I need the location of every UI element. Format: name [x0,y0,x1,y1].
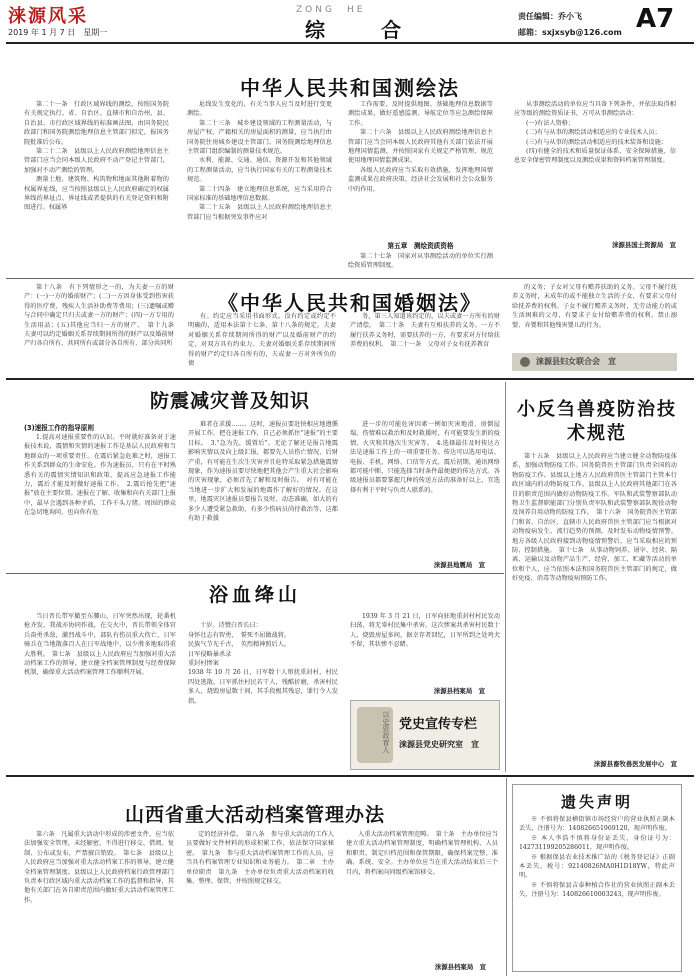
marriage-law-col-2 [188,312,336,374]
paragraph: 址线发生变化的，有关当事人应当及时进行变更测绘。 [187,101,332,118]
paragraph: 各级人民政府应当采取有效措施，发挥地理国情监测成果在政府决策、经济社会发展和社会公众服务中的作用。 [348,166,493,193]
article-title-earthquake: 防震减灾普及知识 [150,390,311,412]
paragraph: 第二十三条 城乡建设领域的工程测量活动，与房屋产权、产籍相关的房屋面积的测量，应当执行由国务院住房城乡建设主管部门、国务院测绘地理信息主管部门组织编制的测量技术规范。 [187,119,332,156]
survey-law-col-3 [348,100,493,240]
section-divider [6,378,694,380]
paragraph: 的义务；子女对父母有赡养扶助的义务。父母不履行抚养义务时，未成年的或不能独立生活的子女，有要求父母付给抚养费的权利。子女不履行赡养义务时，无劳动能力的或生活困难的父母，有要求子女付给赡养费的权利。禁止溺婴、弃婴和其他残害婴儿的行为。 [512,284,677,329]
survey-law-col-1 [24,100,169,270]
paragraph: 第十五条 县级以上人民政府应当建立健全动物防疫体系，加强动物防疫工作。国务院兽医主管部门负责全国的动物防疫工作。县级以上地方人民政府兽医主管部门主管本行政区域内的动物防疫工作。县级以上人民政府其他部门在各自的职责范围内做好动物防疫工作。军队和武装警察部队动物卫生监督职能部门分别负责军队和武装警察部队现役动物及饲养自用动物的防疫工作。 第十六条 国务院兽医主管部门和省、自治区、直辖市人民政府兽医主管部门应当根据对动物疫病发生、流行趋势的预测，及时发布动物疫情预警。地方各级人民政府接到动物疫情预警后，应当采取相应的预防、控制措施。 第十七条 从事动物饲养、屠宰、经营、隔离、运输以及动物产品生产、经营、加工、贮藏等活动的单位和个人，应当依照本法和国务院兽医主管部门的规定，做好免疫、消毒等动物疫病预防工作。 [512,453,677,583]
newspaper-brand: 涞源风采 [8,6,88,27]
promo-title: 党史宣传专栏 [399,717,478,732]
paragraph: 第二十四条 建立地理信息系统，应当采用符合国家标准的基础地理信息数据。 [187,185,332,203]
marriage-law-col-1 [24,283,181,375]
paragraph: 第二十六条 县级以上人民政府测绘地理信息主管部门应当会同本级人民政府其他有关部门依法开展地理国情监测，并按照国家有关规定严格管理、规范使用地理国情监测成果。 [348,129,493,165]
history-col-1 [24,612,176,772]
womens-federation-banner [512,353,677,371]
marriage-law-col-4 [512,283,677,349]
article-title-history: 浴血绛山 [208,584,301,606]
federation-credit: 涞源县妇女联合会 宣 [536,357,616,366]
history-col-3 [350,612,500,684]
earthquake-col-2 [188,420,338,570]
section-divider [6,278,694,279]
paragraph: 第二十七条 国家对从事测绘活动的单位实行测绘资质管理制度。 [348,253,493,270]
editor-credit: 责任编辑：乔小飞 [518,12,582,21]
article-title-marriage-law: 《中华人民共和国婚姻法》 [218,291,482,315]
paragraph: (一)有法人资格； [526,119,575,127]
earthquake-subtitle: (3)速报工作的指导原则 [24,424,94,432]
disease-col [512,452,677,757]
paragraph: 从事测绘活动的单位应当具备下列条件，并依法取得相应等级的测绘资质证书，方可从事测绘活动： [514,101,676,118]
article-title-archives: 山西省重大活动档案管理办法 [124,804,385,826]
chapter-heading: 第五章 测绘资质资格 [387,242,454,250]
history-col-2 [188,612,338,772]
archives-signature: 涞源县档案局 宣 [434,963,486,971]
survey-law-col-4 [514,100,676,240]
federation-emblem-icon [520,357,530,367]
paragraph: 务，第三人知道该约定的，以夫或妻一方所有的财产清偿。 第二十条 夫妻有互相扶养的义务。一方不履行扶养义务时，需要扶养的一方，有要求对方付给扶养费的权利。 第二十一条 父母对子女有抚养教育 [350,313,500,349]
survey-law-col-2 [187,100,332,270]
paragraph: 工作需要，及时提供地图、基础地理信息数据等测绘成果，做好遥感监测、导航定位等应急测绘保障工作。 [348,101,493,127]
earthquake-col-3 [350,420,500,556]
history-signature: 涞源县档案局 宣 [433,687,485,695]
paragraph: 定的经济补偿。 第八条 参与重大活动的工作人员要做好文件材料的形成积累工作，依法保守国家秘密。 第九条 参与重大活动档案管理工作的人员，应当具有档案管理专业知识和业务能力。 第二章 主办单位职责 第九条 主办单位负责重大活动档案的收集、整理、保管，并按照规定移交。 [186,831,334,886]
section-divider [6,775,694,777]
paragraph: 有。约定应当采用书面形式。没有约定或约定不明确的，适用本法第十七条、第十八条的规定。夫妻对婚姻关系存续期间所得的财产以及婚前财产的约定，对双方具有约束力。夫妻对婚姻关系存续期间所得的财产约定归各自所有的，夫或妻一方对外所负的债 [188,313,336,368]
paragraph: 难者在求援……。这时，速报员要赶快相应地遵循开展工作，把在速报工作，自己必须抓住“速报”的主要目标。 3.“急为先，缓置后”。无论了解还是报告地震影响灾情以及向上级汇报，都要先人员伤亡情况、后财产重，有可能在生次生灾害并且危特采取紧急措施震情现象，作为速报员要尽快地把其他会产生重大社会影响的灾害现象，必须首先了解和及时报告。 对有可能在当地进一步扩大和发展的地震作了解好的情况。在这里，地震灾区速报员要报告及时、动态准确，如大的有多少人遭受紧急救助，有多少伤病员尚待救治等，这都有助于救援 [188,421,338,523]
archives-col-2 [186,830,334,972]
marriage-law-col-3 [350,312,500,374]
lost-notice-box [512,784,682,972]
promo-motto: 以史资政育人 [357,707,393,763]
paragraph: 水利、能源、交通、通信、资源开发和其他领域的工程测量活动，应当执行国家有关的工程测量技术规范。 [187,157,332,184]
column-divider [506,778,507,976]
paragraph: 第六条 凡属重大活动中形成的涉密文件，应当依法加强安全管理，未经解密，不得进行移交、借阅、复制、公布或发布，严禁擅自销毁。 第七条 县级以上人民政府应当加强对重大活动档案工作的领导，建立健全档案管理制度。县级以上人民政府档案行政管理部门负责本行政区域内重大活动档案工作的监督和指导，其他有关部门在各自职责范围内做好重大活动档案管理工作。 [24,831,174,904]
paragraph: 入重大活动档案管理范畴。 第十条 主办单位应当建立重大活动档案管理制度，明确档案管理机构、人员和职责，制定归档范围和保管期限，确保档案完整、准确、系统、安全。主办单位应当在重大活动结束后三个月内，将档案向同级档案馆移交。 [346,831,498,876]
paragraph: (三)有与从事的测绘活动相适应的技术装备和设施； [526,138,667,146]
paragraph: 1.提高对速报重要性的认识。平时就好准备对于速报技术说，震情和灾情的速报工作是基层人民政府和当地群众的一项重要责任。在震后紧急危难之时，速报工作关系到群众的生命安危。作为速报员，只有在平时熟悉有关的震情灾情知识和政策、提高应急速报工作能力，震后才能及时做好速报工作。 2.震后抢先把“速报”放在主要位置。速报在了解、收集和向有关部门上报中，最早会遇到各种矛盾，工作千头万绪。周围的群众在急切地询问，也向你有危 [24,434,176,517]
notice-item: ※ 不慎将保县吉泰种植合作社的营业执照正副本丢失，注册号为：140826610003243，现声明作废。 [519,881,675,899]
disease-signature: 涞源县畜牧兽医发展中心 宣 [593,760,677,768]
section-pinyin: ZONG HE [296,5,366,15]
archives-col-1 [24,830,174,972]
notice-list [519,815,675,967]
paragraph: (四)有健全的技术和质量保证体系、安全保障措施、信息安全保密管理制度以及测绘成果和资料档案管理制度。 [514,148,676,165]
section-divider [6,573,504,574]
paragraph: 第十八条 有下列情形之一的，为夫妻一方的财产：(一)一方的婚前财产；(二)一方因身体受到伤害获得的医疗费、残疾人生活补助费等费用；(三)遗嘱或赠与合同中确定只归夫或妻一方的财产；(四)一方专用的生活用品；(五)其他应当归一方的财产。 第十九条 夫妻可以约定婚姻关系存续期间所得的财产以及婚前财产归各自所有、共同所有或部分各自所有、部分共同所 [24,284,181,348]
paragraph: 第二十五条 县级以上人民政府测绘地理信息主管部门应当根据突发事件应对 [187,204,332,221]
header-rule [6,42,694,44]
earthquake-col-1 [24,433,176,569]
promo-credit: 涞源县党史研究室 宣 [399,740,479,749]
page-number: A7 [636,4,675,34]
survey-law-col-3b [348,252,493,272]
column-divider [505,382,506,772]
paragraph: 当日晋长带军撤至东腰山，日军突然出现，轮番机枪齐发，我战亦协同作战，在交火中，晋长带领全体官兵奋勇杀敌，激烈战斗中，部队有伤员重大伤亡，日军骑兵在当地散落百人在日军战地中，以少胜多地取得重大胜利。 第七条 县级以上人民政府应当加强对重大活动档案工作的领导，建立健全档案管理制度与经费保障机制，确保重大活动档案管理工作顺利开展。 [24,613,176,677]
editor-email: 邮箱：sxjxsyb@126.com [518,28,622,37]
notice-title: 遗失声明 [560,793,633,811]
earthquake-signature: 涞源县地震局 宣 [433,561,485,569]
archives-col-3 [346,830,498,960]
issue-date: 2019 年 1 月 7 日 星期一 [8,28,108,37]
survey-law-signature: 涞源县国土资源局 宣 [612,241,676,249]
notice-item: ※ 本人李浩不慎将身份证丢失，身份证号为：142731199205286011，现声明作废。 [519,834,675,852]
paragraph: 第二十二条 县级以上人民政府测绘地理信息主管部门应当会同本级人民政府不动产登记主管部门，加强对不动产测绘的管理。 [24,148,169,174]
paragraph: 1939 年 3 月 21 日，日军向驻地重封村村民发动扫荡，将无辜村民集中杀害。这次惨案共杀害村民数十人，烧毁房屋多间，据幸存者回忆，日军所到之处鸡犬不留，其状惨不忍睹。 [350,613,500,649]
article-title-disease: 小反刍兽疫防治技术规范 [517,399,677,444]
party-history-promo [350,700,500,770]
article-title-survey-law: 中华人民共和国测绘法 [240,76,460,100]
notice-item: ※ 不慎将保县横街镇市场经营户的营业执照正副本丢失，注册号为：140826651969120，现声明作废。 [519,816,675,833]
section-title: 综 合 [305,18,419,42]
paragraph: 十岁。诗赞白晋长曰： 身怀壮志有智勇， 誓死不屈做战将。 民族气节光千古， 英烈精神照后人。 日军侵略暴杀录 重封村惨案 1938 年 10 月 26 日，日军数十人窜扰重封村，村民四处逃散，日军抓住村民若干人，残酷折磨，杀害村民多人，烧毁房屋数十间，其手段极其残忍，罪行令人发指。 [188,622,338,705]
paragraph: 第二十一条 行政区域界线的测绘，按照国务院有关规定执行。省、自治区、直辖市和自治州、县、自治县、市行政区域界线的标准画法图，由国务院民政部门和国务院测绘地理信息主管部门拟定，报国务院批准后公布。 [24,101,169,146]
paragraph: 测量土地、建筑物、构筑物和地面其他附着物的权属界址线，应当按照县级以上人民政府确定的权属界线的界址点、界址线或者提供的有关登记资料和附图进行。权属界 [24,176,169,212]
paragraph: (二)有与从事的测绘活动相适应的专业技术人员； [526,129,661,137]
paragraph: 进一步的可能危害因素一例如灾害地滑、房倒屋塌、伤情难以救治和及时救援时，有可能要发生新的疫情、火灾和其他次生灾害等。 4.选择最佳及时传达方法是速报工作上的一项重要任务。传达可以选用电话、电报、手机、网络、口信等方式。震后初期，通讯网络都可能中断，只能选择当时条件最便捷的传达方式。各级速报员都要掌握几种的传送方法的准备好以上，宜选择有利于平时与负责人联系的。 [350,421,500,494]
notice-item: ※ 根据保县农业技术推广站的《税务登记证》正副本丢失，税号：92140826MA0H1D18YW，特此声明。 [519,853,675,880]
